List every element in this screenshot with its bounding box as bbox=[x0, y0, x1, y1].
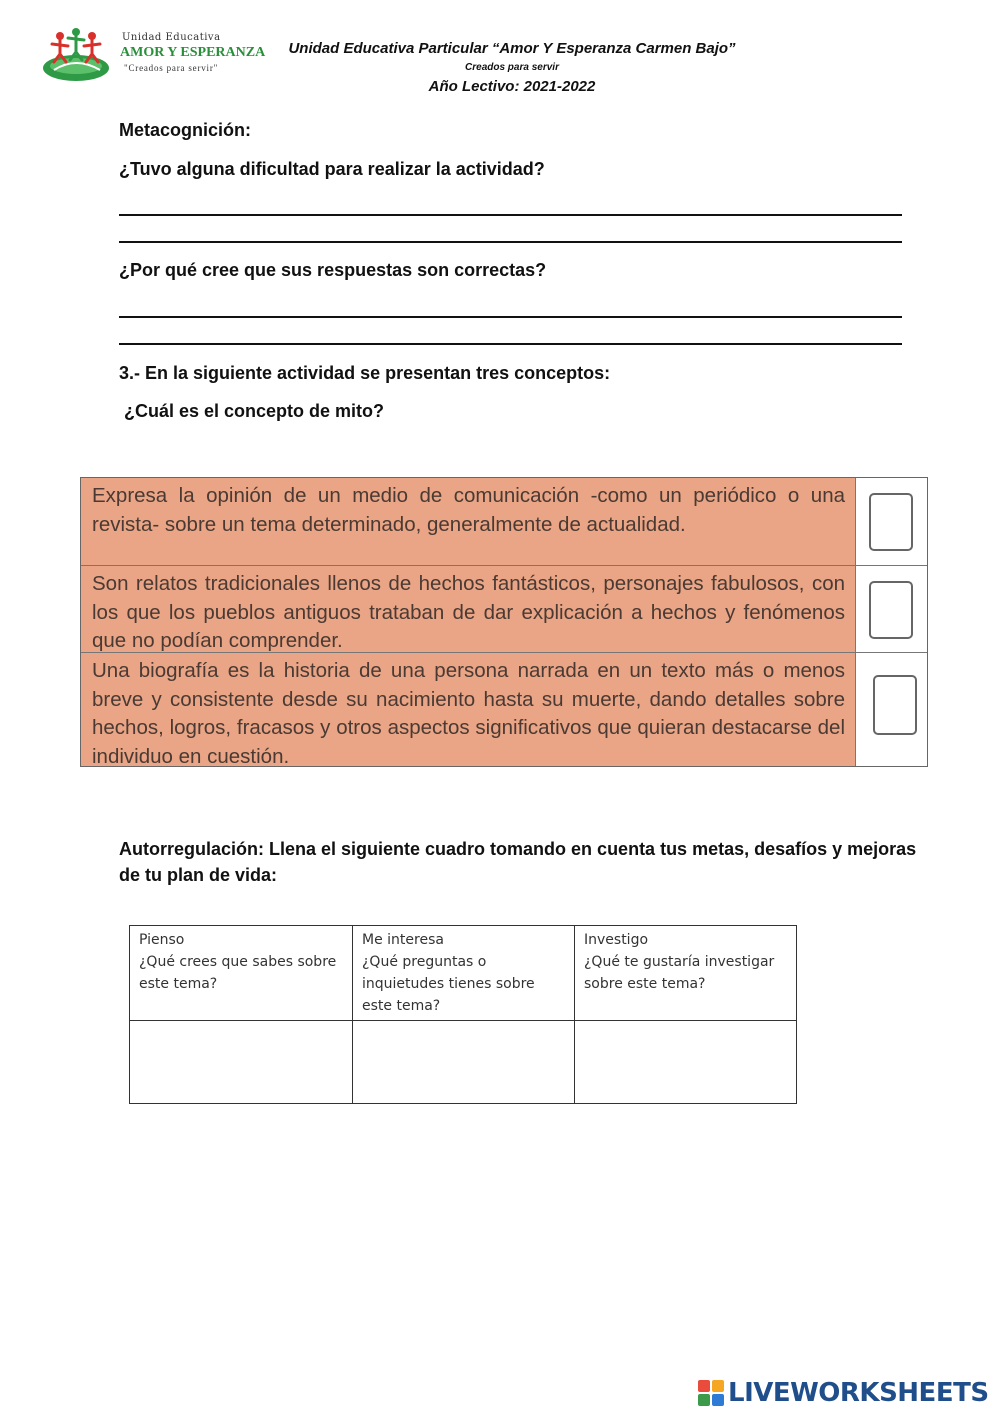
concept-row bbox=[81, 478, 927, 566]
logo-line-1: Unidad Educativa bbox=[122, 32, 221, 43]
concepts-table bbox=[80, 477, 928, 767]
school-year: Año Lectivo: 2021-2022 bbox=[428, 78, 596, 95]
answer-line-1 bbox=[119, 214, 902, 216]
concept-answer-box-3[interactable] bbox=[873, 675, 917, 735]
concept-answer-box-2[interactable] bbox=[869, 581, 913, 639]
concept-row bbox=[81, 653, 927, 766]
school-title: Unidad Educativa Particular “Amor Y Esperanza Carmen Bajo” bbox=[288, 40, 736, 57]
liveworksheets-logo-icon bbox=[698, 1380, 724, 1406]
activity-heading: 3.- En la siguiente actividad se presentan tres conceptos: bbox=[119, 363, 611, 383]
selfregulation-table bbox=[129, 925, 797, 1104]
column-prompt: ¿Qué preguntas o inquietudes tienes sobre este tema? bbox=[362, 954, 535, 1014]
logo-square bbox=[712, 1394, 724, 1406]
column-prompt: ¿Qué te gustaría investigar sobre este tema? bbox=[584, 954, 775, 992]
question-difficulty: ¿Tuvo alguna dificultad para realizar la actividad? bbox=[119, 159, 545, 179]
concept-text: Expresa la opinión de un medio de comunicación -como un periódico o una revista- sobre un tema determinado, generalmente de actualidad. bbox=[81, 478, 856, 565]
logo-square bbox=[698, 1380, 710, 1392]
answer-cell-investigo[interactable] bbox=[575, 1021, 797, 1104]
answer-line-4 bbox=[119, 343, 902, 345]
column-prompt: ¿Qué crees que sabes sobre este tema? bbox=[139, 954, 337, 992]
column-title: Me interesa bbox=[362, 932, 444, 948]
brand-wordmark: LIVEWORKSHEETS bbox=[728, 1378, 989, 1408]
answer-cell-me-interesa[interactable] bbox=[353, 1021, 575, 1104]
column-pienso bbox=[130, 926, 353, 1021]
answer-cell-pienso[interactable] bbox=[130, 1021, 353, 1104]
question-correct-answers: ¿Por qué cree que sus respuestas son correctas? bbox=[119, 260, 547, 280]
logo-square bbox=[698, 1394, 710, 1406]
column-title: Pienso bbox=[139, 932, 185, 948]
school-emblem-icon bbox=[40, 26, 112, 84]
column-investigo bbox=[575, 926, 797, 1021]
logo-line-2: AMOR Y ESPERANZA bbox=[120, 45, 266, 60]
column-me-interesa bbox=[353, 926, 575, 1021]
selfregulation-heading: Autorregulación: Llena el siguiente cuadro tomando en cuenta tus metas, desafíos y mejoras de tu plan de vida: bbox=[119, 839, 917, 885]
concept-row bbox=[81, 566, 927, 653]
answer-line-3 bbox=[119, 316, 902, 318]
school-motto: Creados para servir bbox=[465, 62, 559, 73]
logo-square bbox=[712, 1380, 724, 1392]
concept-text: Son relatos tradicionales llenos de hechos fantásticos, personajes fabulosos, con los que los pueblos antiguos trataban de dar explicación a hechos y fenómenos que no podían comprender. bbox=[81, 566, 856, 652]
logo-line-3: "Creados para servir" bbox=[124, 63, 219, 73]
school-logo bbox=[40, 26, 266, 86]
column-title: Investigo bbox=[584, 932, 649, 948]
liveworksheets-brand bbox=[698, 1376, 989, 1410]
metacognition-heading: Metacognición: bbox=[119, 120, 252, 140]
concept-answer-box-1[interactable] bbox=[869, 493, 913, 551]
answer-line-2 bbox=[119, 241, 902, 243]
concept-text: Una biografía es la historia de una persona narrada en un texto más o menos breve y consistente desde su nacimiento hasta su muerte, dando detalles sobre hechos, logros, fracasos y otros aspectos significativos que quieran destacarse del individuo en cuestión. bbox=[81, 653, 856, 766]
activity-question: ¿Cuál es el concepto de mito? bbox=[124, 401, 385, 421]
